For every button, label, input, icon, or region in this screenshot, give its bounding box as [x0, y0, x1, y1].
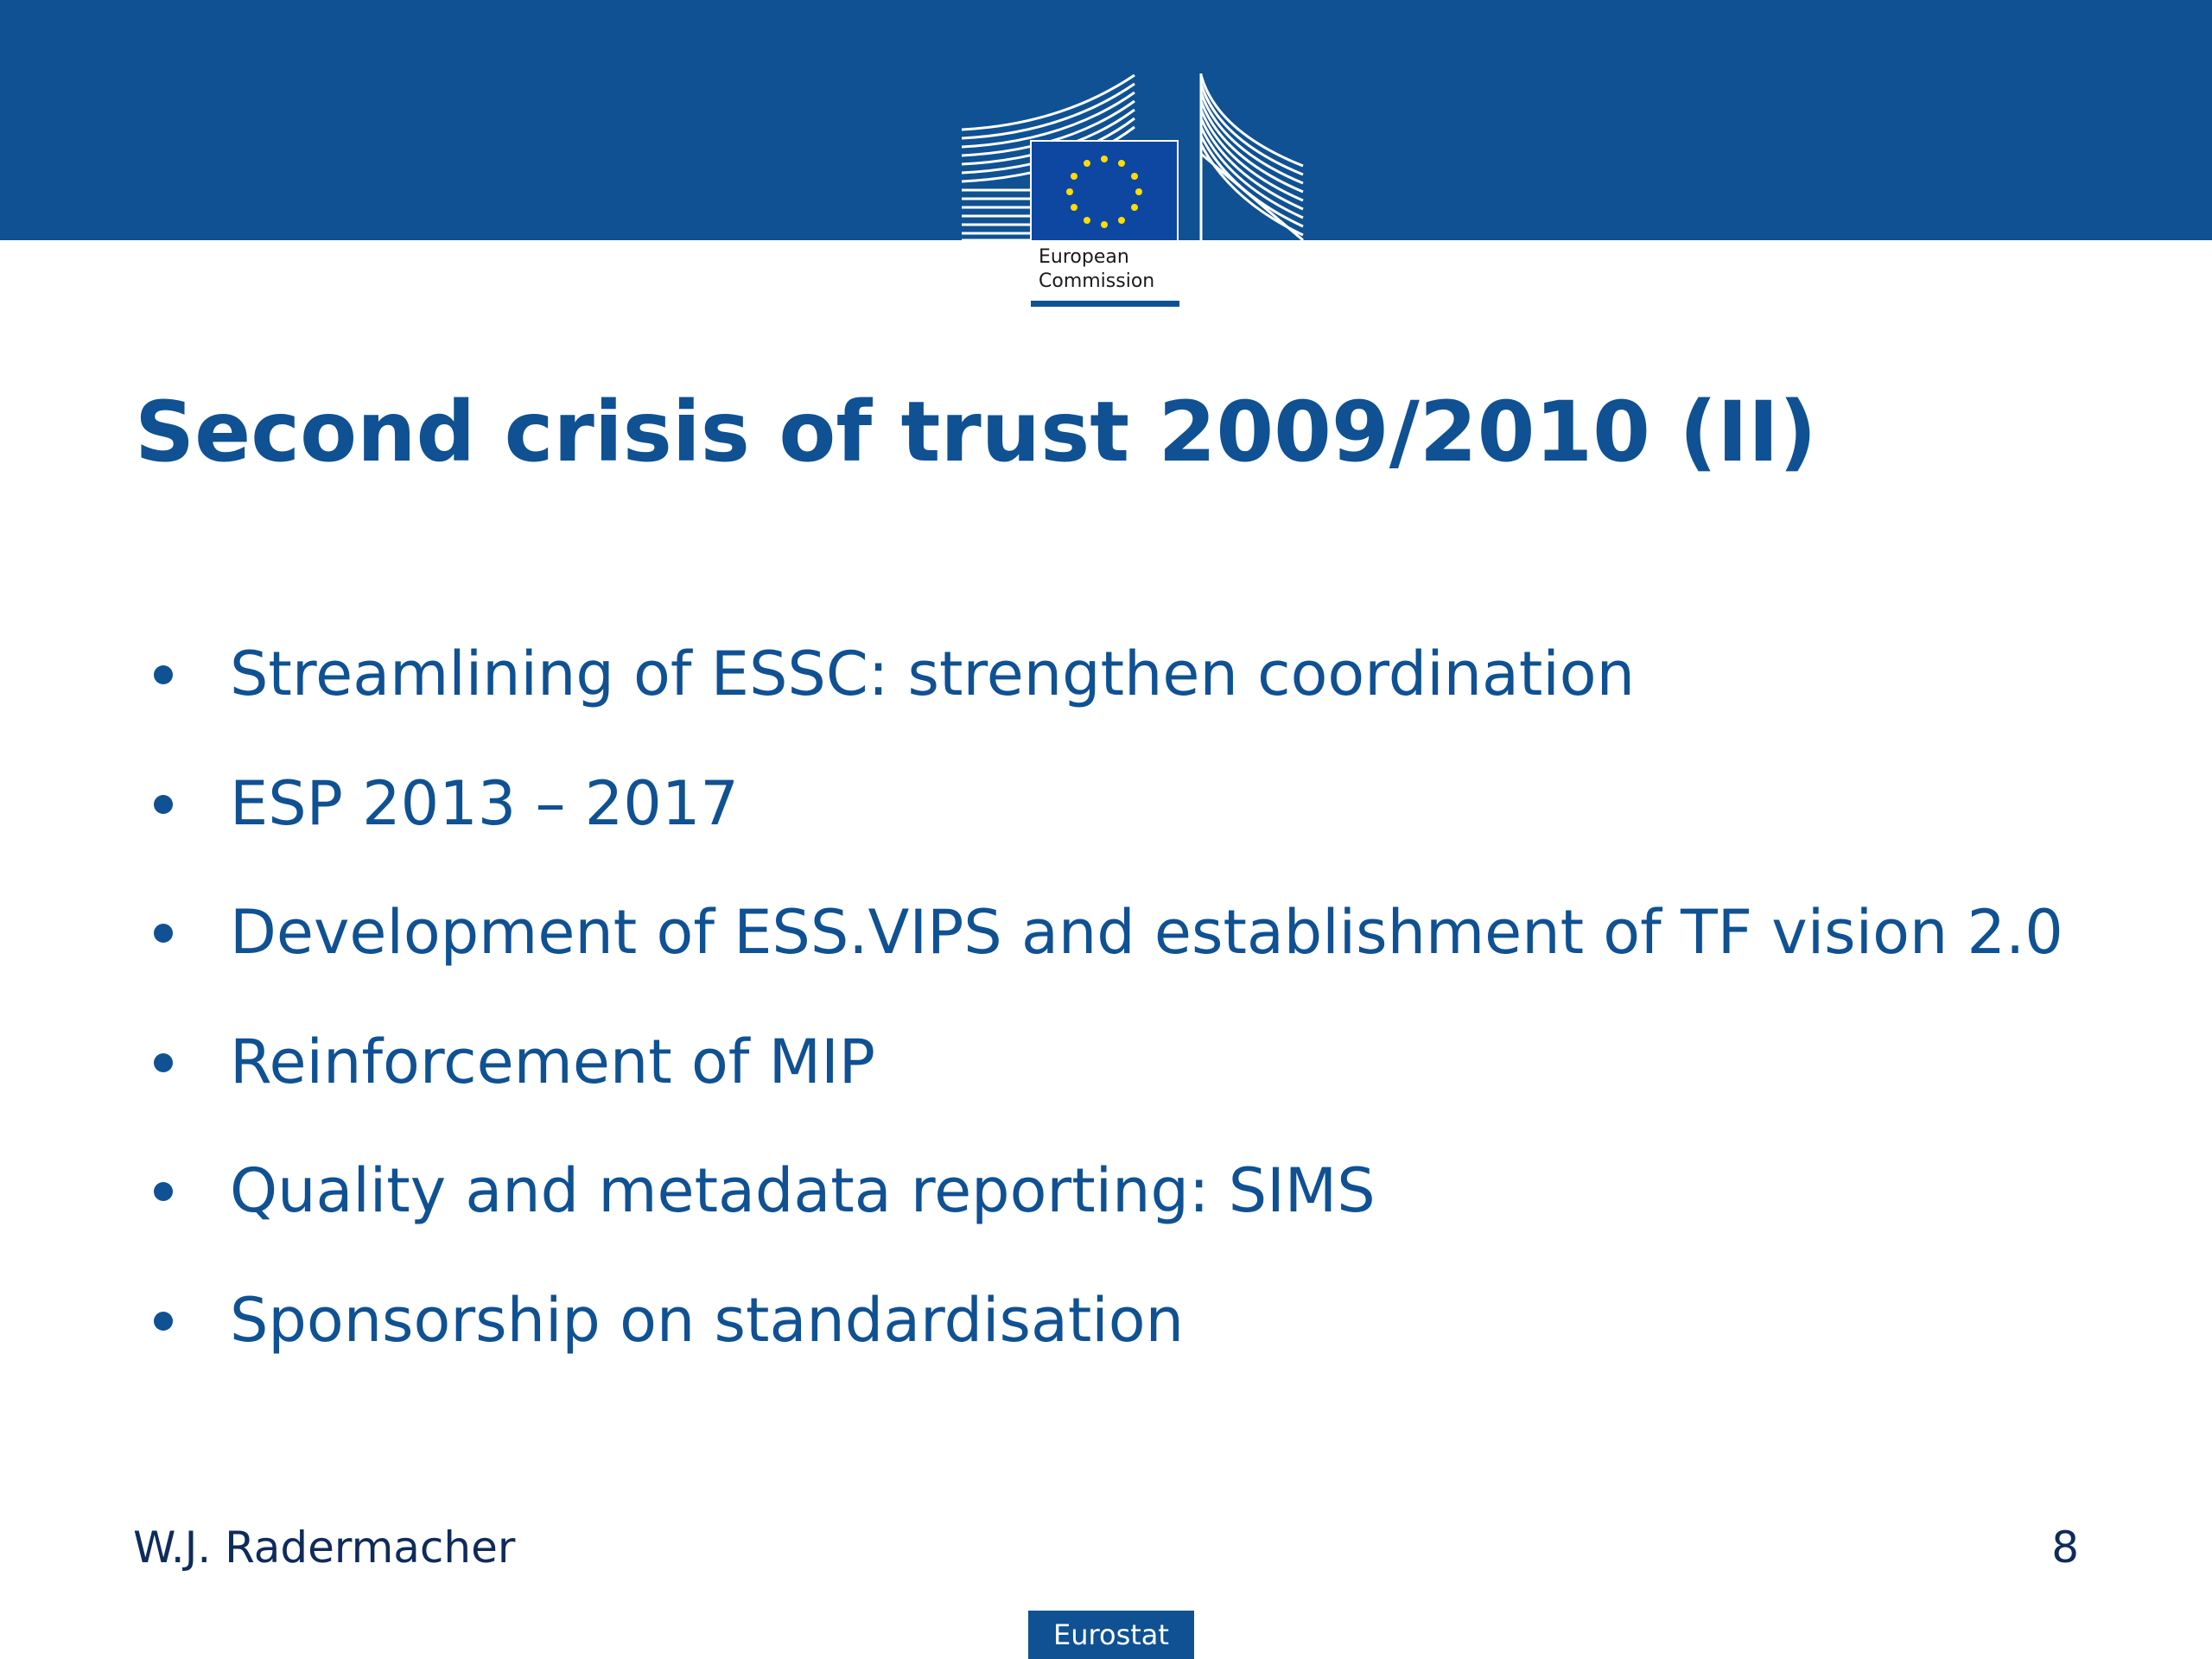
bullet-text: Streamlining of ESSC: strengthen coordination — [230, 639, 1635, 709]
bullet-text: Development of ESS.VIPS and establishment of TF vision 2.0 — [230, 897, 2063, 968]
logo-text — [1039, 245, 1154, 294]
bullet-dot-icon — [154, 665, 173, 684]
bullet-dot-icon — [154, 924, 173, 943]
bullet-dot-icon — [154, 1312, 173, 1331]
logo-text-line1: European — [1039, 246, 1129, 268]
slide-title: Second crisis of trust 2009/2010 (II) — [135, 384, 1817, 480]
bullet-dot-icon — [154, 1053, 173, 1072]
bullet-text: Sponsorship on standardisation — [230, 1284, 1184, 1356]
eurostat-tab: Eurostat — [1028, 1611, 1194, 1659]
logo-underline — [1031, 301, 1179, 307]
bullet-dot-icon — [154, 795, 173, 814]
bullet-text: ESP 2013 – 2017 — [230, 767, 739, 839]
bullet-dot-icon — [154, 1182, 173, 1201]
logo-text-line2: Commission — [1039, 270, 1155, 292]
bullet-text: Quality and metadata reporting: SIMS — [230, 1155, 1376, 1226]
page-number: 8 — [2051, 1522, 2079, 1573]
footer-author: W.J. Radermacher — [133, 1522, 516, 1573]
bullet-text: Reinforcement of MIP — [230, 1026, 875, 1097]
